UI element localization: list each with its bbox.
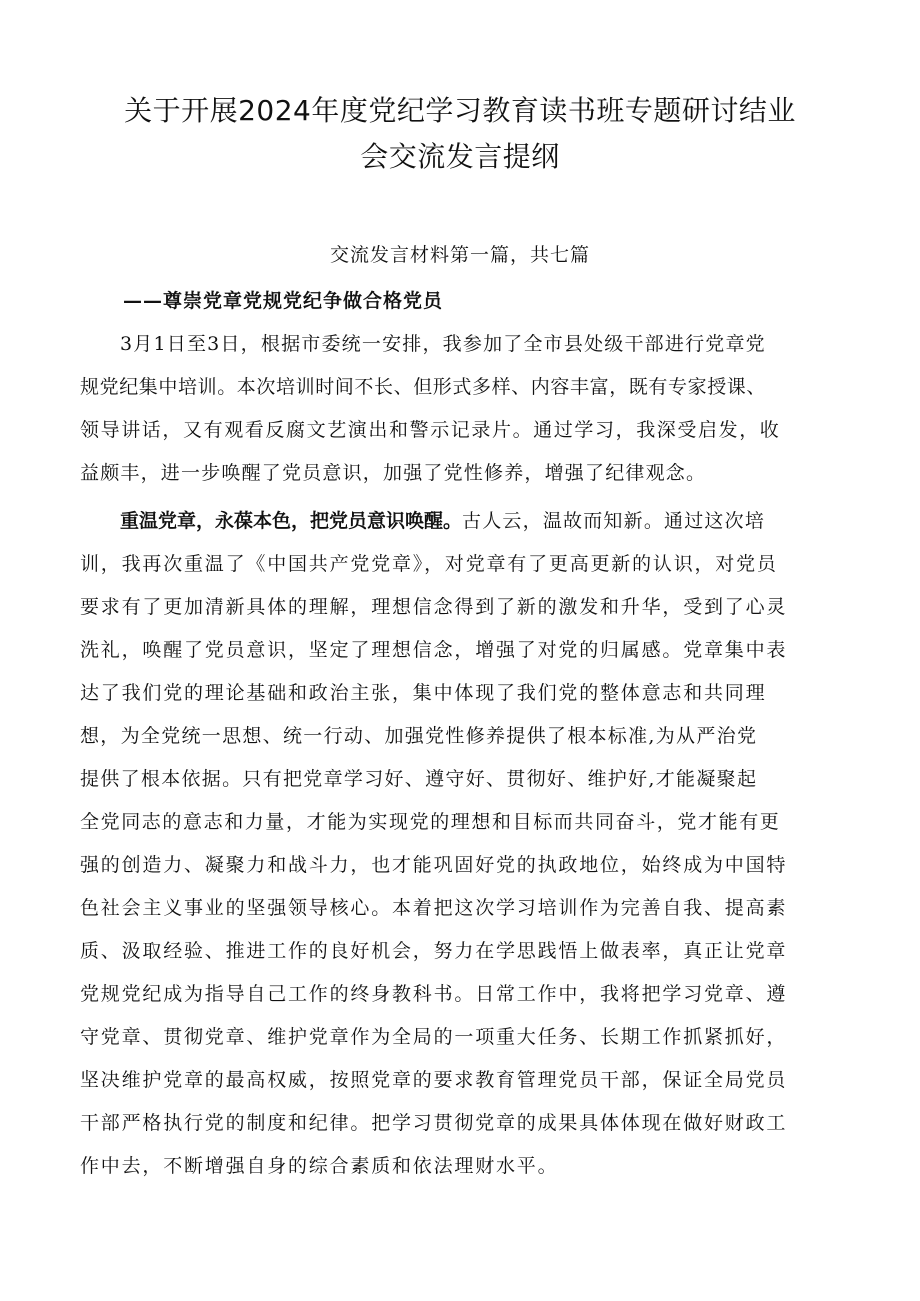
paragraph-2-line-5: 达了我们党的理论基础和政治主张，集中体现了我们党的整体意志和共同理 — [80, 682, 767, 704]
paragraph-2-line-8: 全党同志的意志和力量，才能为实现党的理想和目标而共同奋斗，党才能有更 — [80, 811, 781, 833]
paragraph-1-line-3: 领导讲话，又有观看反腐文艺演出和警示记录片。通过学习，我深受启发，收 — [80, 419, 781, 441]
paragraph-2-line-13: 守党章、贯彻党章、维护党章作为全局的一项重大任务、长期工作抓紧抓好， — [80, 1026, 788, 1048]
paragraph-2-line-1 — [120, 504, 765, 538]
document-subtitle: 交流发言材料第一篇，共七篇 — [329, 244, 590, 266]
paragraph-2-line-11: 质、汲取经验、推进工作的良好机会，努力在学思践悟上做表率，真正让党章 — [80, 940, 788, 962]
section-heading: ——尊崇党章党规党纪争做合格党员 — [123, 290, 444, 312]
paragraph-2-line-4: 洗礼，唤醒了党员意识，坚定了理想信念，增强了对党的归属感。党章集中表 — [80, 639, 788, 661]
paragraph-1-line-1: 3月1日至3日，根据市委统一安排，我参加了全市县处级干部进行党章党 — [120, 333, 766, 355]
paragraph-2-line-6: 想，为全党统一思想、统一行动、加强党性修养提供了根本标准,为从严治党 — [80, 725, 758, 747]
paragraph-2-line-9: 强的创造力、凝聚力和战斗力，也才能巩固好党的执政地位，始终成为中国特 — [80, 854, 788, 876]
paragraph-1-line-4: 益颇丰，进一步唤醒了党员意识，加强了党性修养，增强了纪律观念。 — [80, 462, 707, 484]
paragraph-2-line-15: 干部严格执行党的制度和纪律。把学习贯彻党章的成果具体体现在做好财政工 — [80, 1112, 788, 1134]
paragraph-2-line-12: 党规党纪成为指导自己工作的终身教科书。日常工作中，我将把学习党章、遵 — [80, 983, 788, 1005]
paragraph-2-line-1-rest: 古人云，温故而知新。通过这次培 — [462, 510, 766, 532]
document-title-line-2: 会交流发言提纲 — [360, 140, 560, 173]
paragraph-2-line-3: 要求有了更加清新具体的理解，理想信念得到了新的激发和升华，受到了心灵 — [80, 596, 788, 618]
paragraph-2-line-10: 色社会主义事业的坚强领导核心。本着把这次学习培训作为完善自我、提高素 — [80, 897, 788, 919]
paragraph-2-line-7: 提供了根本依据。只有把党章学习好、遵守好、贯彻好、维护好,才能凝聚起 — [80, 768, 758, 790]
document-title-line-1: 关于开展2024年度党纪学习教育读书班专题研讨结业 — [124, 94, 796, 127]
paragraph-2-line-2: 训，我再次重温了《中国共产党党章》，对党章有了更高更新的认识，对党员 — [80, 553, 778, 575]
paragraph-2-line-14: 坚决维护党章的最高权威，按照党章的要求教育管理党员干部，保证全局党员 — [80, 1069, 788, 1091]
paragraph-2-line-16: 作中去，不断增强自身的综合素质和依法理财水平。 — [80, 1155, 559, 1177]
paragraph-2-lead: 重温党章，永葆本色，把党员意识唤醒。 — [120, 510, 463, 532]
paragraph-1-line-2: 规党纪集中培训。本次培训时间不长、但形式多样、内容丰富，既有专家授课、 — [80, 376, 767, 398]
